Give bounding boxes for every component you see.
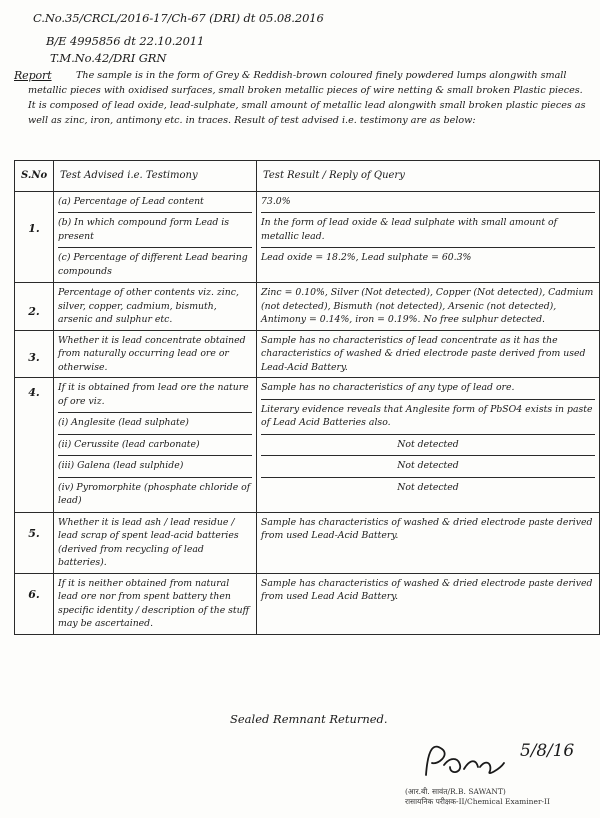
subresult: Lead oxide = 18.2%, Lead sulphate = 60.3% <box>261 252 472 263</box>
subresult: Not detected <box>261 435 595 457</box>
test-results-table <box>14 160 600 635</box>
row-sno: 2. <box>15 283 54 331</box>
table-row <box>15 378 600 513</box>
row-sno: 4. <box>15 378 54 513</box>
subtest: (i) Anglesite (lead sulphate) <box>58 413 252 435</box>
table-row <box>15 191 600 283</box>
row-test-cell <box>54 191 257 283</box>
row-sno: 5. <box>15 512 54 573</box>
row-result: Sample has no characteristics of lead concentrate as it has the characteristics of washed & dried electrode paste derived from used Lead-Acid Battery. <box>257 330 600 378</box>
row-result: Sample has characteristics of washed & dried electrode paste derived from used Lead Acid Battery. <box>257 573 600 634</box>
subresult: 73.0% <box>261 192 595 214</box>
subtest: (c) Percentage of different Lead bearing compounds <box>58 252 248 277</box>
subtest: (b) In which compound form Lead is present <box>58 213 252 248</box>
table-row <box>15 573 600 634</box>
signatory-block <box>405 787 550 807</box>
subresult: Not detected <box>261 456 595 478</box>
header-sno: S.No <box>15 161 54 192</box>
test-memo-number: T.M.No.42/DRI GRN <box>50 51 167 65</box>
subresult: In the form of lead oxide & lead sulphate with small amount of metallic lead. <box>261 213 595 248</box>
row-sno: 6. <box>15 573 54 634</box>
closing-remark: Sealed Remnant Returned. <box>230 712 388 726</box>
report-text: The sample is in the form of Grey & Reddish-brown coloured finely powdered lumps alongwith small metallic pieces with oxidised surfaces, small broken metallic pieces of wire netting & small broken Plastic pieces. It is composed of lead oxide, lead-sulphate, small amount of metallic lead alongwith small broken plastic pieces as well as zinc, iron, antimony etc. in traces. Result of test advised i.e. testimony are as below: <box>28 70 586 126</box>
subresult: Literary evidence reveals that Anglesite form of PbSO4 exists in paste of Lead Acid Batteries also. <box>261 400 595 435</box>
bill-of-entry: B/E 4995856 dt 22.10.2011 <box>46 34 205 48</box>
row-result-cell <box>257 191 600 283</box>
row-result: Sample has characteristics of washed & dried electrode paste derived from used Lead-Acid Battery. <box>257 512 600 573</box>
row-result: Zinc = 0.10%, Silver (Not detected), Copper (Not detected), Cadmium (not detected), Bismuth (not detected), Arsenic (not detected), Antimony = 0.14%, iron = 0.19%. No free sulphur detected. <box>257 283 600 331</box>
table-row <box>15 512 600 573</box>
subresult-header: Sample has no characteristics of any type of lead ore. <box>261 378 595 400</box>
signature-date: 5/8/16 <box>520 741 575 761</box>
row-result-cell <box>257 378 600 513</box>
table-header-row <box>15 161 600 192</box>
row-test-cell <box>54 378 257 513</box>
subtest: (iii) Galena (lead sulphide) <box>58 456 252 478</box>
row-test: Whether it is lead ash / lead residue / lead scrap of spent lead-acid batteries (derived from recycling of lead batteries). <box>54 512 257 573</box>
row-sno: 1. <box>15 191 54 283</box>
row-test: If it is neither obtained from natural lead ore nor from spent battery then specific identity / description of the stuff may be ascertained. <box>54 573 257 634</box>
subresult: Not detected <box>397 481 459 493</box>
subtest-header: If it is obtained from lead ore the nature of ore viz. <box>58 378 252 413</box>
subtest: (iv) Pyromorphite (phosphate chloride of lead) <box>58 481 251 506</box>
subtest: (ii) Cerussite (lead carbonate) <box>58 435 252 457</box>
report-label: Report <box>14 69 52 82</box>
row-test: Whether it is lead concentrate obtained from naturally occurring lead ore or otherwise. <box>54 330 257 378</box>
subtest: (a) Percentage of Lead content <box>58 192 252 214</box>
table-row <box>15 330 600 378</box>
row-sno: 3. <box>15 330 54 378</box>
header-result: Test Result / Reply of Query <box>257 161 600 192</box>
row-test: Percentage of other contents viz. zinc, silver, copper, cadmium, bismuth, arsenic and sulphur etc. <box>54 283 257 331</box>
signatory-name: (आर.बी. सावंत/R.B. SAWANT) <box>405 787 506 796</box>
table-row <box>15 283 600 331</box>
header-test: Test Advised i.e. Testimony <box>54 161 257 192</box>
signatory-title: रासायनिक परीक्षक-II/Chemical Examiner-II <box>405 797 550 806</box>
file-number: C.No.35/CRCL/2016-17/Ch-67 (DRI) dt 05.08.2016 <box>33 11 324 25</box>
